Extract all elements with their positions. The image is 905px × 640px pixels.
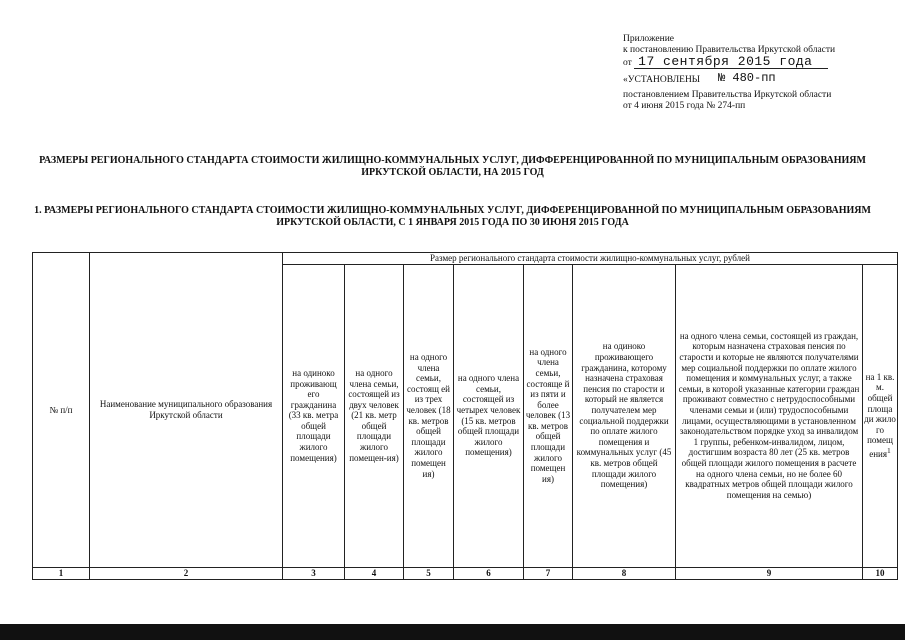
header-three-person: на одного члена семьи, состоящ ей из трех человек (18 кв. метров общей площади жилого помещен ия) [404, 264, 454, 567]
standard-table [32, 252, 898, 580]
col-number-1: 1 [33, 567, 90, 579]
established-date: от 4 июня 2015 года № 274-пп [623, 101, 746, 111]
header-number: № п/п [33, 253, 90, 568]
header-pensioner-single: на одиноко проживающего гражданина, которому назначена страховая пенсия по старости и который не является получателем мер социальной поддержки по оплате жилого помещения и коммунальных услуг (45 кв. метров общей площади жилого помещения) [573, 264, 676, 567]
header-municipality: Наименование муниципального образования Иркутской области [90, 253, 283, 568]
header-single: на одиноко проживающ его гражданина (33 кв. метра общей площади жилого помещения) [283, 264, 345, 567]
established-by: постановлением Правительства Иркутской области [623, 90, 832, 100]
appendix-block [623, 34, 893, 112]
handwritten-date: 17 сентября 2015 года [634, 56, 828, 69]
header-per-sqm [863, 264, 898, 567]
header-two-person: на одного члена семьи, состоящей из двух человек (21 кв. метр общей площади жилого помещен-ия) [345, 264, 404, 567]
header-four-person: на одного члена семьи, состоящей из четырех человек (15 кв. метров общей площади жилого помещения) [454, 264, 524, 567]
header-per-sqm-text: на 1 кв. м. общей площа ди жило го помещ ения [864, 371, 896, 459]
scan-edge [0, 624, 905, 640]
col-number-10: 10 [863, 567, 898, 579]
col-number-9: 9 [676, 567, 863, 579]
col-number-8: 8 [573, 567, 676, 579]
date-prefix: от [623, 58, 632, 68]
established-label: «УСТАНОВЛЕНЫ [623, 75, 701, 85]
header-group: Размер регионального стандарта стоимости жилищно-коммунальных услуг, рублей [283, 253, 898, 265]
handwritten-number: № 480-пп [718, 71, 776, 85]
footnote-mark: 1 [887, 445, 891, 455]
header-five-person: на одного члена семьи, состояще й из пяти и более человек (13 кв. метров общей площади жилого помещен ия) [524, 264, 573, 567]
appendix-title: Приложение [623, 34, 674, 44]
col-number-6: 6 [454, 567, 524, 579]
header-pensioner-family: на одного члена семьи, состоящей из граждан, которым назначена страховая пенсия по старости и которые не являются получателями мер социальной поддержки по оплате жилого помещения и коммунальных услуг, а также семьи, в которой указанные категории граждан проживают совместно с нетрудоспособными членами семьи и (или) трудоспособными лицами, осуществляющими в установленном законодательством порядке уход за инвалидом 1 группы, ребенком-инвалидом, лицом, достигшим возраста 80 лет (25 кв. метров общей площади жилого помещения в расчете на одного члена семьи, но не более 60 квадратных метров общей площади жилого помещения на семью) [676, 264, 863, 567]
established-row [623, 71, 893, 86]
col-number-3: 3 [283, 567, 345, 579]
col-number-4: 4 [345, 567, 404, 579]
appendix-ref: к постановлению Правительства Иркутской области [623, 45, 836, 55]
main-title: РАЗМЕРЫ РЕГИОНАЛЬНОГО СТАНДАРТА СТОИМОСТИ ЖИЛИЩНО-КОММУНАЛЬНЫХ УСЛУГ, ДИФФЕРЕНЦИРОВАННОЙ ПО МУНИЦИПАЛЬНЫМ ОБРАЗОВАНИЯМ ИРКУТСКОЙ ОБЛАСТИ, НА 2015 ГОД [39, 155, 866, 178]
col-number-5: 5 [404, 567, 454, 579]
col-number-2: 2 [90, 567, 283, 579]
col-number-7: 7 [524, 567, 573, 579]
section-title: 1. РАЗМЕРЫ РЕГИОНАЛЬНОГО СТАНДАРТА СТОИМОСТИ ЖИЛИЩНО-КОММУНАЛЬНЫХ УСЛУГ, ДИФФЕРЕНЦИРОВАННОЙ ПО МУНИЦИПАЛЬНЫМ ОБРАЗОВАНИЯМ ИРКУТСКОЙ ОБЛАСТИ, С 1 ЯНВАРЯ 2015 ГОДА ПО 30 ИЮНЯ 2015 ГОДА [34, 205, 871, 228]
appendix-date-row [623, 56, 893, 69]
